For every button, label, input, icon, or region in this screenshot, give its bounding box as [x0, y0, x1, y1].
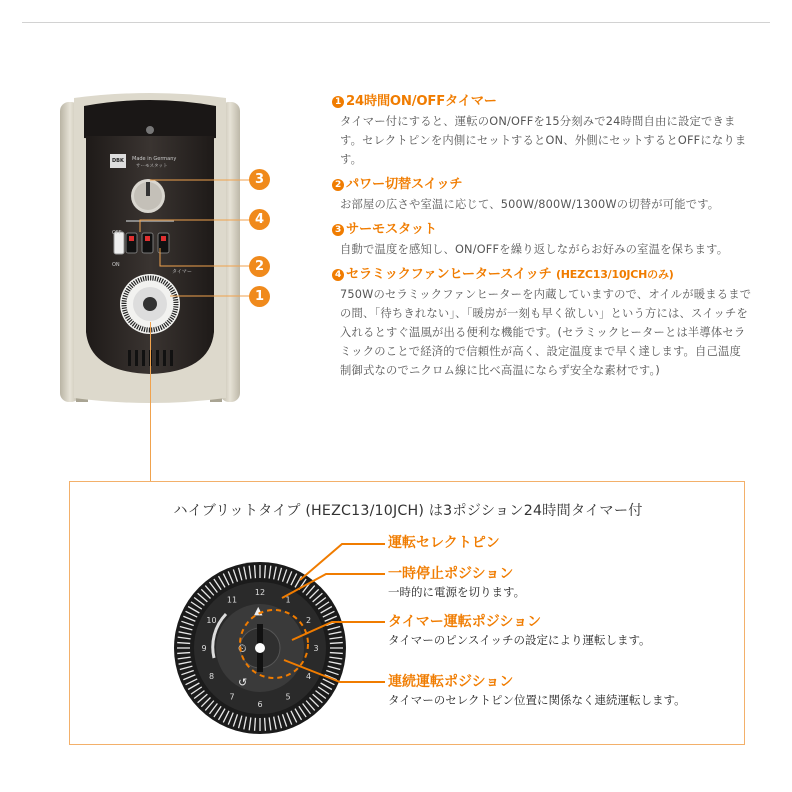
feature-ceramic-fan [332, 265, 752, 380]
callout-badge-2: 2 [249, 256, 270, 277]
feature-list [332, 92, 752, 386]
pause-mode-icon: ▲ [254, 604, 263, 617]
feature-body: タイマー付にすると、運転のON/OFFを15分刻みで24時間自由に設定できます。セレクトピンを内側にセットするとON、外側にセットするとOFFになります。 [340, 115, 747, 166]
position-continuous [388, 672, 686, 708]
dial-hour-number: 5 [285, 692, 291, 702]
feature-timer [332, 92, 752, 169]
feature-subtitle: (HEZC13/10JCHのみ) [555, 268, 674, 281]
feature-title-text: セラミックファンヒータースイッチ [346, 267, 552, 282]
dial-hour-number: 6 [257, 700, 263, 709]
position-pause [388, 564, 525, 600]
feature-power-switch [332, 175, 752, 214]
position-desc: タイマーのセレクトピン位置に関係なく連続運転します。 [388, 693, 686, 707]
timer-mini-label: タイマー [172, 269, 192, 275]
position-title: 連続運転ポジション [388, 674, 514, 690]
callout-badge-4: 4 [249, 209, 270, 230]
feature-title-text: 24時間ON/OFFタイマー [346, 94, 497, 109]
position-title: タイマー運転ポジション [388, 614, 542, 630]
hybrid-title: ハイブリットタイプ (HEZC13/10JCH) は3ポジション24時間タイマー付 [173, 503, 643, 519]
feature-number: 2 [332, 179, 344, 191]
continuous-mode-icon: ↺ [238, 676, 248, 689]
feature-body: 750Wのセラミックファンヒーターを内蔵していますので、オイルが暖まるまでの間、「待ちきれない」、「暖房が一刻も早く欲しい」という方には、スイッチを入れるとすぐ温風が出る便利な機能です。(セラミックヒーターとは半導体セラミックのことで経済的で信頼性が高く、設定温度まで早く達します。自己温度制御式なのでニクロム線に比べ高温にならず安全な素材です。) [340, 288, 752, 377]
dial-hour-number: 11 [226, 595, 238, 605]
dial-hour-number: 9 [201, 644, 207, 653]
dial-hour-number: 7 [229, 692, 235, 702]
hybrid-timer-box [69, 481, 745, 745]
dial-hour-number: 4 [305, 672, 312, 681]
feature-title [332, 265, 752, 285]
feature-title [332, 175, 752, 195]
connector-line [150, 322, 151, 482]
made-in-label: Made in Germany [132, 156, 177, 162]
dial-hour-number: 8 [208, 672, 215, 681]
dial-hour-number: 3 [313, 644, 319, 653]
position-timer-run [388, 612, 651, 648]
position-title: 一時停止ポジション [388, 566, 514, 582]
position-desc: タイマーのピンスイッチの設定により運転します。 [388, 633, 651, 647]
feature-body: お部屋の広さや室温に応じて、500W/800W/1300Wの切替が可能です。 [340, 198, 720, 211]
position-title: 運転セレクトピン [388, 535, 500, 551]
feature-number: 4 [332, 269, 344, 281]
timer-mode-icon: ⏲ [238, 642, 247, 655]
feature-title [332, 220, 752, 240]
thermostat-mini-label: サーモスタット [136, 164, 168, 169]
feature-number: 3 [332, 224, 344, 236]
on-label: ON [112, 262, 120, 268]
off-label: OFF [112, 230, 122, 236]
feature-number: 1 [332, 96, 344, 108]
position-desc: 一時的に電源を切ります。 [388, 585, 526, 599]
feature-title-text: パワー切替スイッチ [346, 177, 463, 192]
dial-hour-number: 1 [285, 595, 291, 605]
feature-thermostat [332, 220, 752, 259]
dial-hour-number: 2 [305, 616, 312, 625]
dial-hour-number: 10 [206, 616, 217, 625]
brand-logo: DBK [112, 158, 124, 164]
position-select-pin [388, 533, 500, 553]
top-divider [22, 22, 770, 23]
feature-title [332, 92, 752, 112]
feature-title-text: サーモスタット [346, 222, 437, 237]
dial-hour-number: 12 [254, 588, 266, 597]
callout-badge-3: 3 [249, 169, 270, 190]
callout-badge-1: 1 [249, 286, 270, 307]
feature-body: 自動で温度を感知し、ON/OFFを繰り返しながらお好みの室温を保ちます。 [340, 243, 729, 256]
